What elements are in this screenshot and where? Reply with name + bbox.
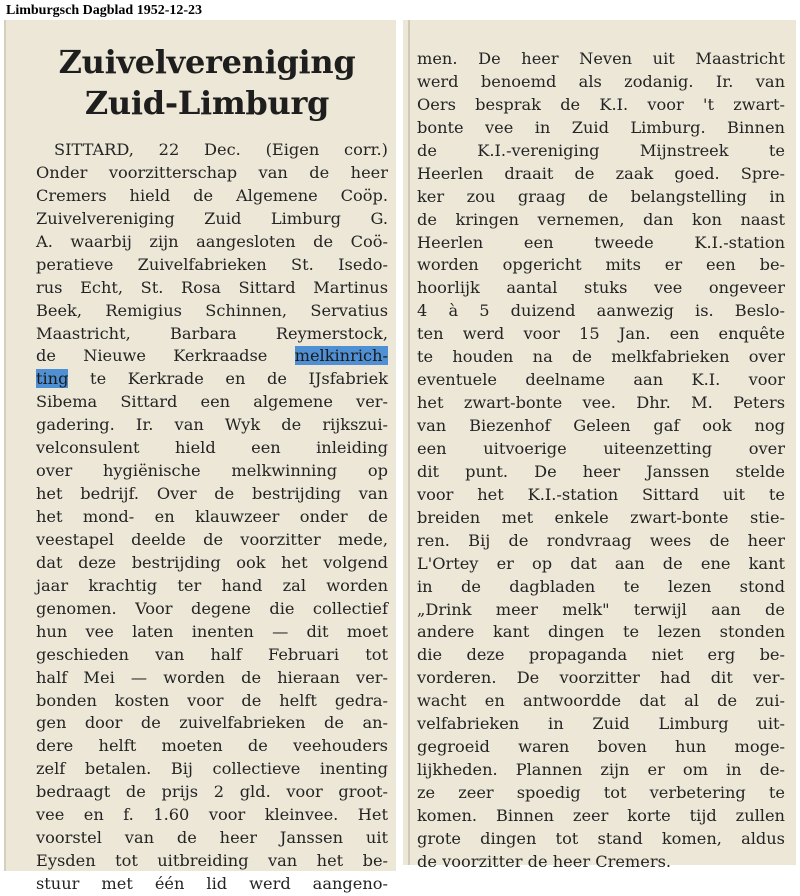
article-text-line: men. De heer Neven uit Maastricht — [417, 49, 785, 68]
article-text-line: velconsulent hield een inleiding — [36, 438, 388, 458]
search-highlight: melkinrich- — [294, 346, 388, 366]
article-body-left — [36, 139, 388, 896]
article-text-line: genomen. Voor degene die collectief — [36, 598, 388, 618]
article-text-line: dat deze bestrijding ook het volgend — [36, 552, 388, 572]
article-text-line: Heerlen draait de zaak goed. Spre- — [417, 163, 785, 183]
article-text-line: peratieve Zuivelfabrieken St. Isedo- — [36, 254, 388, 274]
article-text-line: eventuele deelname aan K.I. voor — [417, 370, 785, 390]
article-text-line: ze zeer spoedig tot verbetering te — [417, 783, 785, 802]
article-text-line: de voorzitter de heer Cremers. — [417, 851, 672, 871]
article-text-line: ker zou graag de belangstelling in — [417, 186, 785, 206]
article-text-line: werd benoemd als zodanig. Ir. van — [417, 71, 785, 91]
article-text-line: van Biezenhof Geleen gaf ook nog — [417, 416, 785, 435]
source-label: Limburgsch Dagblad 1952-12-23 — [6, 3, 203, 18]
article-text-line: gegroeid waren boven hun moge- — [417, 737, 785, 757]
article-text-line: worden opgericht mits er een be- — [417, 255, 785, 275]
article-text-line: dit punt. De heer Janssen stelde — [417, 461, 785, 481]
article-text-line: het bedrijf. Over de bestrijding van — [36, 484, 388, 504]
article-text-line: wacht en antwoordde dat al de zui- — [417, 691, 785, 711]
article-text-line: komen. Binnen zeer korte tijd zullen — [417, 805, 785, 825]
article-text-line: bonte vee in Zuid Limburg. Binnen — [417, 117, 785, 137]
article-text-line: over hygiënische melkwinning op — [36, 461, 388, 481]
article-text-line: lijkheden. Plannen zijn er om in de- — [417, 760, 785, 780]
article-text-line: voor het K.I.-station Sittard uit te — [417, 484, 785, 504]
article-text-line: L'Ortey er op dat aan de ene kant — [417, 553, 785, 573]
headline-line: Zuivelvereniging — [58, 43, 356, 81]
article-text-line: breiden met enkele zwart-bonte stie- — [417, 507, 785, 527]
article-clipping-right-column — [403, 20, 796, 871]
article-text-line: grote dingen tot stand komen, aldus — [417, 828, 785, 848]
article-text-line: Onder voorzitterschap van de heer — [36, 162, 388, 182]
article-text-line: de kringen vernemen, dan kon naast — [417, 209, 785, 229]
article-text-line: Oers besprak de K.I. voor 't zwart- — [417, 94, 785, 114]
article-text-line: het zwart-bonte vee. Dhr. M. Peters — [417, 393, 785, 413]
line-text: te Kerkrade en de IJsfabriek — [68, 369, 388, 389]
article-text-line: SITTARD, 22 Dec. (Eigen corr.) — [54, 140, 388, 159]
article-text-line: Eysden tot uitbreiding van het be- — [36, 851, 388, 871]
article-text-line: Beek, Remigius Schinnen, Servatius — [36, 300, 388, 320]
article-text-line: ren. Bij de rondvraag wees de heer — [417, 530, 785, 550]
article-text-line: Heerlen een tweede K.I.-station — [417, 232, 785, 252]
article-text-line: rus Echt, St. Rosa Sittard Martinus — [36, 277, 388, 297]
article-text-line: in de dagbladen te lezen stond — [417, 576, 785, 596]
article-text-line: andere kant dingen te lezen stonden — [417, 622, 785, 642]
article-text-line: zelf betalen. Bij collectieve inenting — [36, 759, 388, 779]
article-text-line: Cremers hield de Algemene Coöp. — [36, 185, 388, 205]
article-text-line: die deze propaganda niet erg be- — [417, 645, 785, 665]
article-text-line: de K.I.-vereniging Mijnstreek te — [417, 140, 785, 160]
article-text-line: stuur met één lid werd aangeno- — [36, 874, 388, 893]
article-text-line: hun vee laten inenten — dit moet — [36, 621, 388, 641]
article-text-line — [36, 345, 388, 368]
article-text-line: vee en f. 1.60 voor kleinvee. Het — [36, 805, 388, 825]
article-body-right — [417, 48, 785, 874]
article-text-line: voorstel van de heer Janssen uit — [36, 828, 388, 848]
headline-line: Zuid-Limburg — [84, 84, 330, 122]
article-text-line: gen door de zuivelfabrieken de an- — [36, 713, 388, 733]
article-text-line: Sibema Sittard een algemene ver- — [36, 392, 388, 412]
column-divider — [408, 20, 410, 865]
article-text-line: jaar krachtig ter hand zal worden — [36, 575, 388, 595]
article-headline — [6, 42, 396, 124]
article-text-line: A. waarbij zijn aangesloten de Coö- — [36, 231, 388, 251]
article-text-line: Zuivelvereniging Zuid Limburg G. — [36, 208, 388, 228]
article-text-line: hoorlijk aantal stuks vee ongeveer — [417, 278, 785, 298]
article-text-line: het mond- en klauwzeer onder de — [36, 507, 388, 526]
article-text-line: Maastricht, Barbara Reymerstock, — [36, 323, 388, 343]
search-highlight: ting — [36, 369, 69, 389]
article-text-line: ten werd voor 15 Jan. een enquête — [417, 324, 785, 344]
article-text-line: gadering. Ir. van Wyk de rijkszui- — [36, 415, 388, 435]
article-text-line: geschieden van half Februari tot — [36, 644, 388, 664]
article-text-line — [36, 368, 388, 391]
article-text-line: vorderen. De voorzitter had dit ver- — [417, 668, 785, 688]
article-text-line: „Drink meer melk" terwijl aan de — [417, 599, 785, 619]
article-text-line: dere helft moeten de veehouders — [36, 736, 388, 756]
article-clipping-left-column — [4, 20, 396, 893]
article-text-line: velfabrieken in Zuid Limburg uit- — [417, 714, 785, 734]
article-text-line: te houden na de melkfabrieken over — [417, 347, 785, 367]
article-text-line: veestapel deelde de voorzitter mede, — [36, 529, 388, 549]
line-text: de Nieuwe Kerkraadse — [36, 346, 295, 366]
article-text-line: 4 à 5 duizend aanwezig is. Beslo- — [417, 301, 785, 321]
article-text-line: bonden kosten voor de helft gedra- — [36, 690, 388, 710]
article-text-line: een uitvoerige uiteenzetting over — [417, 438, 785, 458]
article-text-line: half Mei — worden de hieraan ver- — [36, 667, 388, 687]
article-text-line: bedraagt de prijs 2 gld. voor groot- — [36, 782, 388, 802]
